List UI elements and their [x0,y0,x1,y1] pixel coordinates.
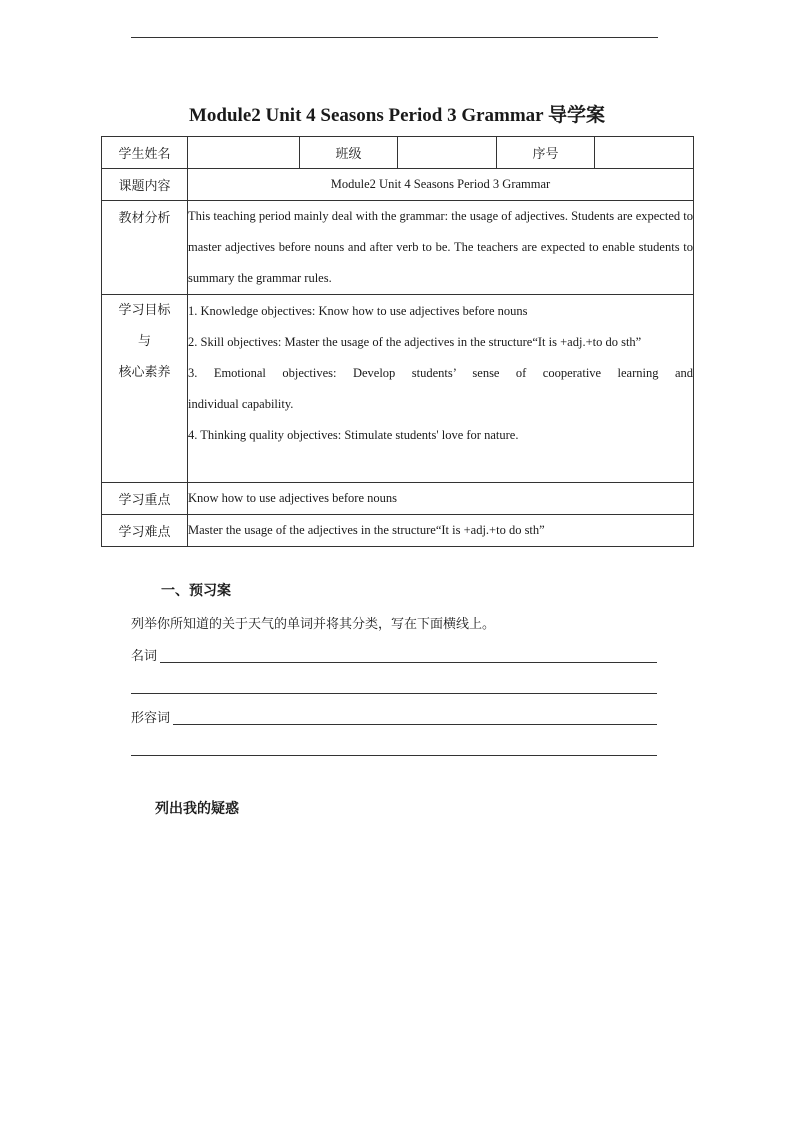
table-row-student-info [102,137,694,169]
noun-label: 名词 [131,649,158,664]
objectives-label-line: 与 [137,334,151,349]
class-field[interactable] [398,137,497,169]
analysis-label: 教材分析 [102,201,188,295]
key-points-value: Know how to use adjectives before nouns [188,483,694,515]
objective-item: 4. Thinking quality objectives: Stimulate students' love for nature. [188,428,519,442]
adjective-answer-line-2[interactable] [131,755,657,756]
objective-item: individual capability. [188,397,294,411]
student-name-label: 学生姓名 [102,137,188,169]
adjective-label: 形容词 [131,711,171,726]
student-name-field[interactable] [188,137,300,169]
seat-number-label: 序号 [497,137,595,169]
objective-item: 2. Skill objectives: Master the usage of the adjectives in the structure“It is +adj.+to do sth” [188,335,642,349]
objectives-label-line: 学习目标 [118,303,171,318]
header-rule [131,37,658,38]
noun-answer-line-2[interactable] [131,693,657,694]
analysis-value: This teaching period mainly deal with the grammar: the usage of adjectives. Students are expected to master adjectives before nouns and after verb to be. The teachers are expected to enable students to summary the grammar rules. [188,201,694,295]
objectives-value [188,295,694,483]
objective-item: 3. Emotional objectives: Develop students’ sense of cooperative learning and [188,366,693,380]
table-row-key-points [102,483,694,515]
table-row-difficulties [102,515,694,547]
preview-instruction: 列举你所知道的关于天气的单词并将其分类，写在下面横线上。 [131,617,496,632]
difficulties-value: Master the usage of the adjectives in the structure“It is +adj.+to do sth” [188,515,694,547]
objectives-label [102,295,188,483]
table-row-topic [102,169,694,201]
lesson-plan-table [101,136,694,547]
topic-label: 课题内容 [102,169,188,201]
page-title: Module2 Unit 4 Seasons Period 3 Grammar 导学案 [188,105,606,126]
objectives-label-line: 核心素养 [118,365,171,380]
topic-value: Module2 Unit 4 Seasons Period 3 Grammar [188,169,694,201]
questions-heading: 列出我的疑惑 [155,801,239,817]
key-points-label: 学习重点 [102,483,188,515]
table-row-objectives [102,295,694,483]
class-label: 班级 [300,137,398,169]
adjective-answer-line-1[interactable] [173,724,657,725]
difficulties-label: 学习难点 [102,515,188,547]
seat-number-field[interactable] [595,137,694,169]
preview-heading: 一、预习案 [161,583,231,599]
noun-answer-line-1[interactable] [160,662,657,663]
objective-item: 1. Knowledge objectives: Know how to use adjectives before nouns [188,304,528,318]
table-row-analysis [102,201,694,295]
